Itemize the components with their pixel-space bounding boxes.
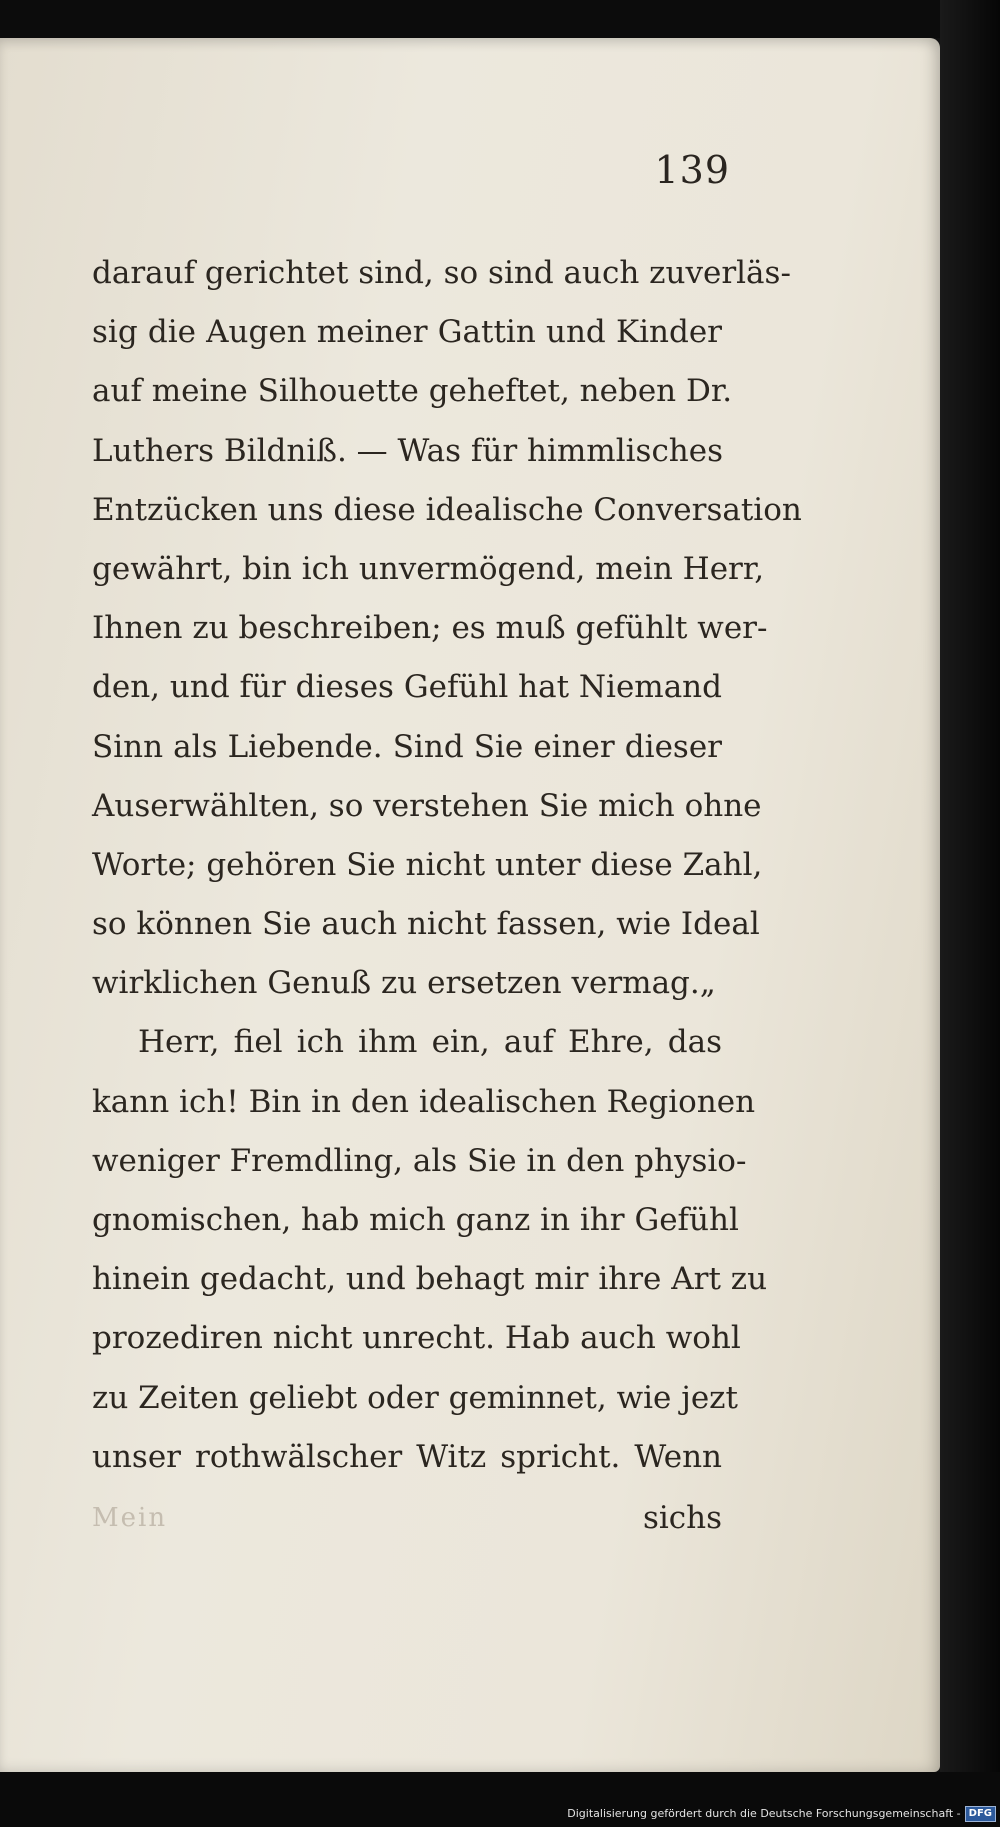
text-line: gnomischen, hab mich ganz in ihr Gefühl	[92, 1202, 739, 1238]
bleed-through-text: Mein	[92, 1503, 168, 1533]
text-line: Luthers Bildniß. — Was für himmlisches	[92, 432, 724, 469]
scan-border-top	[0, 0, 1000, 38]
text-line: Auserwählten, so verstehen Sie mich ohne	[92, 787, 762, 824]
text-line: hinein gedacht, und behagt mir ihre Art zu	[92, 1261, 768, 1298]
text-line: den, und für dieses Gefühl hat Niemand	[92, 669, 722, 706]
text-line: zu Zeiten geliebt oder geminnet, wie jezt	[92, 1379, 738, 1416]
text-line: Worte; gehören Sie nicht unter diese Zahl,	[92, 846, 763, 883]
text-line: so können Sie auch nicht fassen, wie Ideal	[92, 906, 760, 943]
digitization-credit	[560, 1806, 996, 1822]
text-line: gewährt, bin ich unvermögend, mein Herr,	[92, 550, 765, 587]
text-line-indented: Herr, fiel ich ihm ein, auf Ehre, das	[138, 1024, 722, 1061]
text-line: auf meine Silhouette geheftet, neben Dr.	[92, 373, 733, 410]
text-line: Entzücken uns diese idealische Conversation	[92, 491, 802, 528]
page-number: 139	[654, 148, 730, 192]
dfg-logo: DFG	[965, 1806, 996, 1822]
text-line: sig die Augen meiner Gattin und Kinder	[92, 314, 722, 351]
body-text	[92, 244, 802, 1487]
text-line: Ihnen zu beschreiben; es muß gefühlt wer-	[92, 610, 768, 647]
text-line: unser rothwälscher Witz spricht. Wenn	[92, 1438, 722, 1475]
text-line: weniger Fremdling, als Sie in den physio-	[92, 1142, 747, 1179]
text-line: prozediren nicht unrecht. Hab auch wohl	[92, 1320, 741, 1357]
text-line: wirklichen Genuß zu ersetzen vermag.„	[92, 965, 716, 1002]
catchword: sichs	[642, 1500, 722, 1536]
text-line: darauf gerichtet sind, so sind auch zuverläs-	[92, 255, 791, 291]
credit-text: Digitalisierung gefördert durch die Deutsche Forschungsgemeinschaft -	[567, 1807, 961, 1820]
text-line: kann ich! Bin in den idealischen Regionen	[92, 1083, 756, 1120]
scan-border-right	[940, 0, 1000, 1827]
text-line: Sinn als Liebende. Sind Sie einer dieser	[92, 728, 722, 765]
